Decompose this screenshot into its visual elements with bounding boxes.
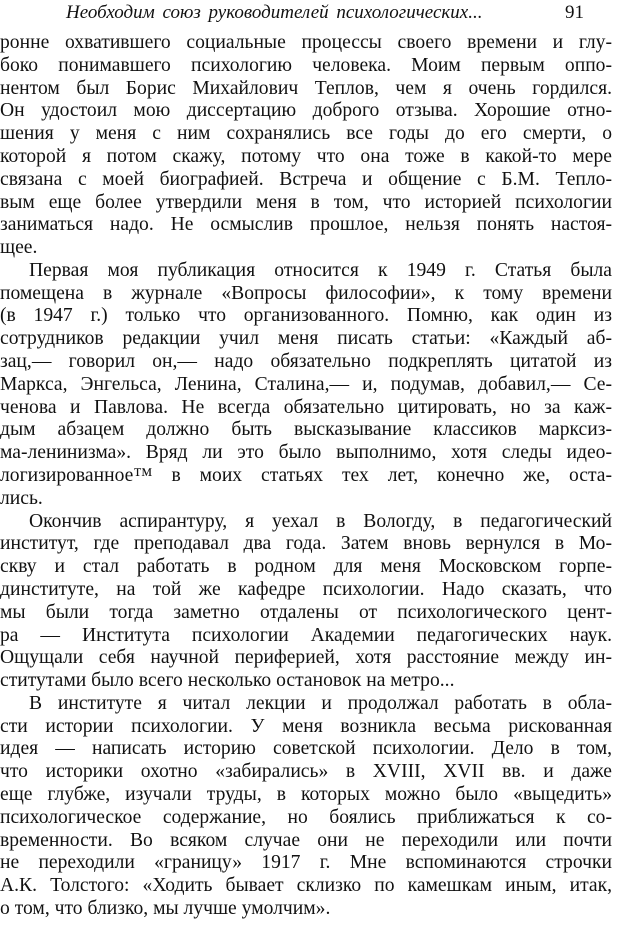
text-line: Первая моя публикация относится к 1949 г. Статья была <box>29 259 612 281</box>
text-line: мы были тогда заметно отдалены от психологического цент- <box>0 601 612 623</box>
text-line: Окончив аспирантуру, я уехал в Вологду, в педагогический <box>29 510 612 532</box>
text-line: логизированное™ в моих статьях тех лет, конечно же, оста- <box>0 465 612 486</box>
text-line: шения у меня с ним сохранялись все годы до его смерти, о <box>0 123 612 145</box>
text-line: скву и стал работать в родном для меня Московском горпе- <box>0 556 612 578</box>
text-line: что историки охотно «забирались» в XVIII, XVII вв. и даже <box>0 761 612 783</box>
text-line: Он удостоил мою диссертацию доброго отзыва. Хорошие отно- <box>0 100 612 122</box>
text-line: институт, где преподавал два года. Затем вновь вернулся в Мо- <box>0 533 612 555</box>
page-number: 91 <box>565 2 584 23</box>
text-line: помещена в журнале «Вопросы философии», к тому времени <box>0 282 612 304</box>
text-line: которой я потом скажу, потому что она тоже в какой-то мере <box>0 145 612 167</box>
text-line: о том, что близко, мы лучше умолчим». <box>0 898 331 919</box>
text-line: нентом был Борис Михайлович Теплов, чем я очень гордился. <box>0 77 612 99</box>
text-line: щее. <box>0 237 38 259</box>
text-line: временности. Во всяком случае они не переходили или почти <box>0 829 612 851</box>
text-line: заниматься надо. Не осмыслив прошлое, нельзя понять настоя- <box>0 214 612 236</box>
running-head <box>0 2 620 28</box>
text-line: вым еще более утвердили меня в том, что историей психологии <box>0 191 612 213</box>
text-line: динституте, на той же кафедре психологии. Надо сказать, что <box>0 578 612 600</box>
text-line: Маркса, Энгельса, Ленина, Сталина,— и, подумав, добавил,— Се- <box>0 373 612 395</box>
text-line: ститутами было всего несколько остановок на метро... <box>0 670 455 692</box>
text-line: лись. <box>0 487 43 509</box>
text-line: не переходили «границу» 1917 г. Мне вспоминаются строчки <box>0 852 612 874</box>
text-line: сти истории психологии. У меня возникла весьма рискованная <box>0 715 612 737</box>
running-title: Необходим союз руководителей психологических... <box>66 2 483 23</box>
text-line: зац,— говорил он,— надо обязательно подкреплять цитатой из <box>0 351 612 373</box>
text-line: идея — написать историю советской психологии. Дело в том, <box>0 738 612 760</box>
text-line: Ощущали себя научной периферией, хотя расстояние между ин- <box>0 647 612 669</box>
text-line: В институте я читал лекции и продолжал работать в обла- <box>29 692 612 714</box>
text-line: (в 1947 г.) только что организованного. Помню, как один из <box>0 305 612 327</box>
text-line: ронне охватившего социальные процессы своего времени и глу- <box>0 32 612 53</box>
text-line: дым абзацем должно быть высказывание классиков марксиз- <box>0 419 612 441</box>
text-line: боко понимавшего психологию человека. Моим первым оппо- <box>0 54 612 76</box>
text-line: ченова и Павлова. Не всегда обязательно цитировать, но за каж- <box>0 396 612 418</box>
text-line: ра — Института психологии Академии педагогических наук. <box>0 624 612 646</box>
text-line: А.К. Толстого: «Ходить бывает склизко по камешкам иным, итак, <box>0 875 612 897</box>
text-line: ма-ленинизма». Вряд ли это было выполнимо, хотя следы идео- <box>0 442 612 464</box>
text-line: сотрудников редакции учил меня писать статьи: «Каждый аб- <box>0 328 612 350</box>
text-line: еще глубже, изучали труды, в которых можно было «выцедить» <box>0 784 612 806</box>
text-line: психологическое содержание, но боялись приближаться к со- <box>0 806 612 828</box>
text-line: связана с моей биографией. Встреча и общение с Б.М. Тепло- <box>0 168 612 190</box>
